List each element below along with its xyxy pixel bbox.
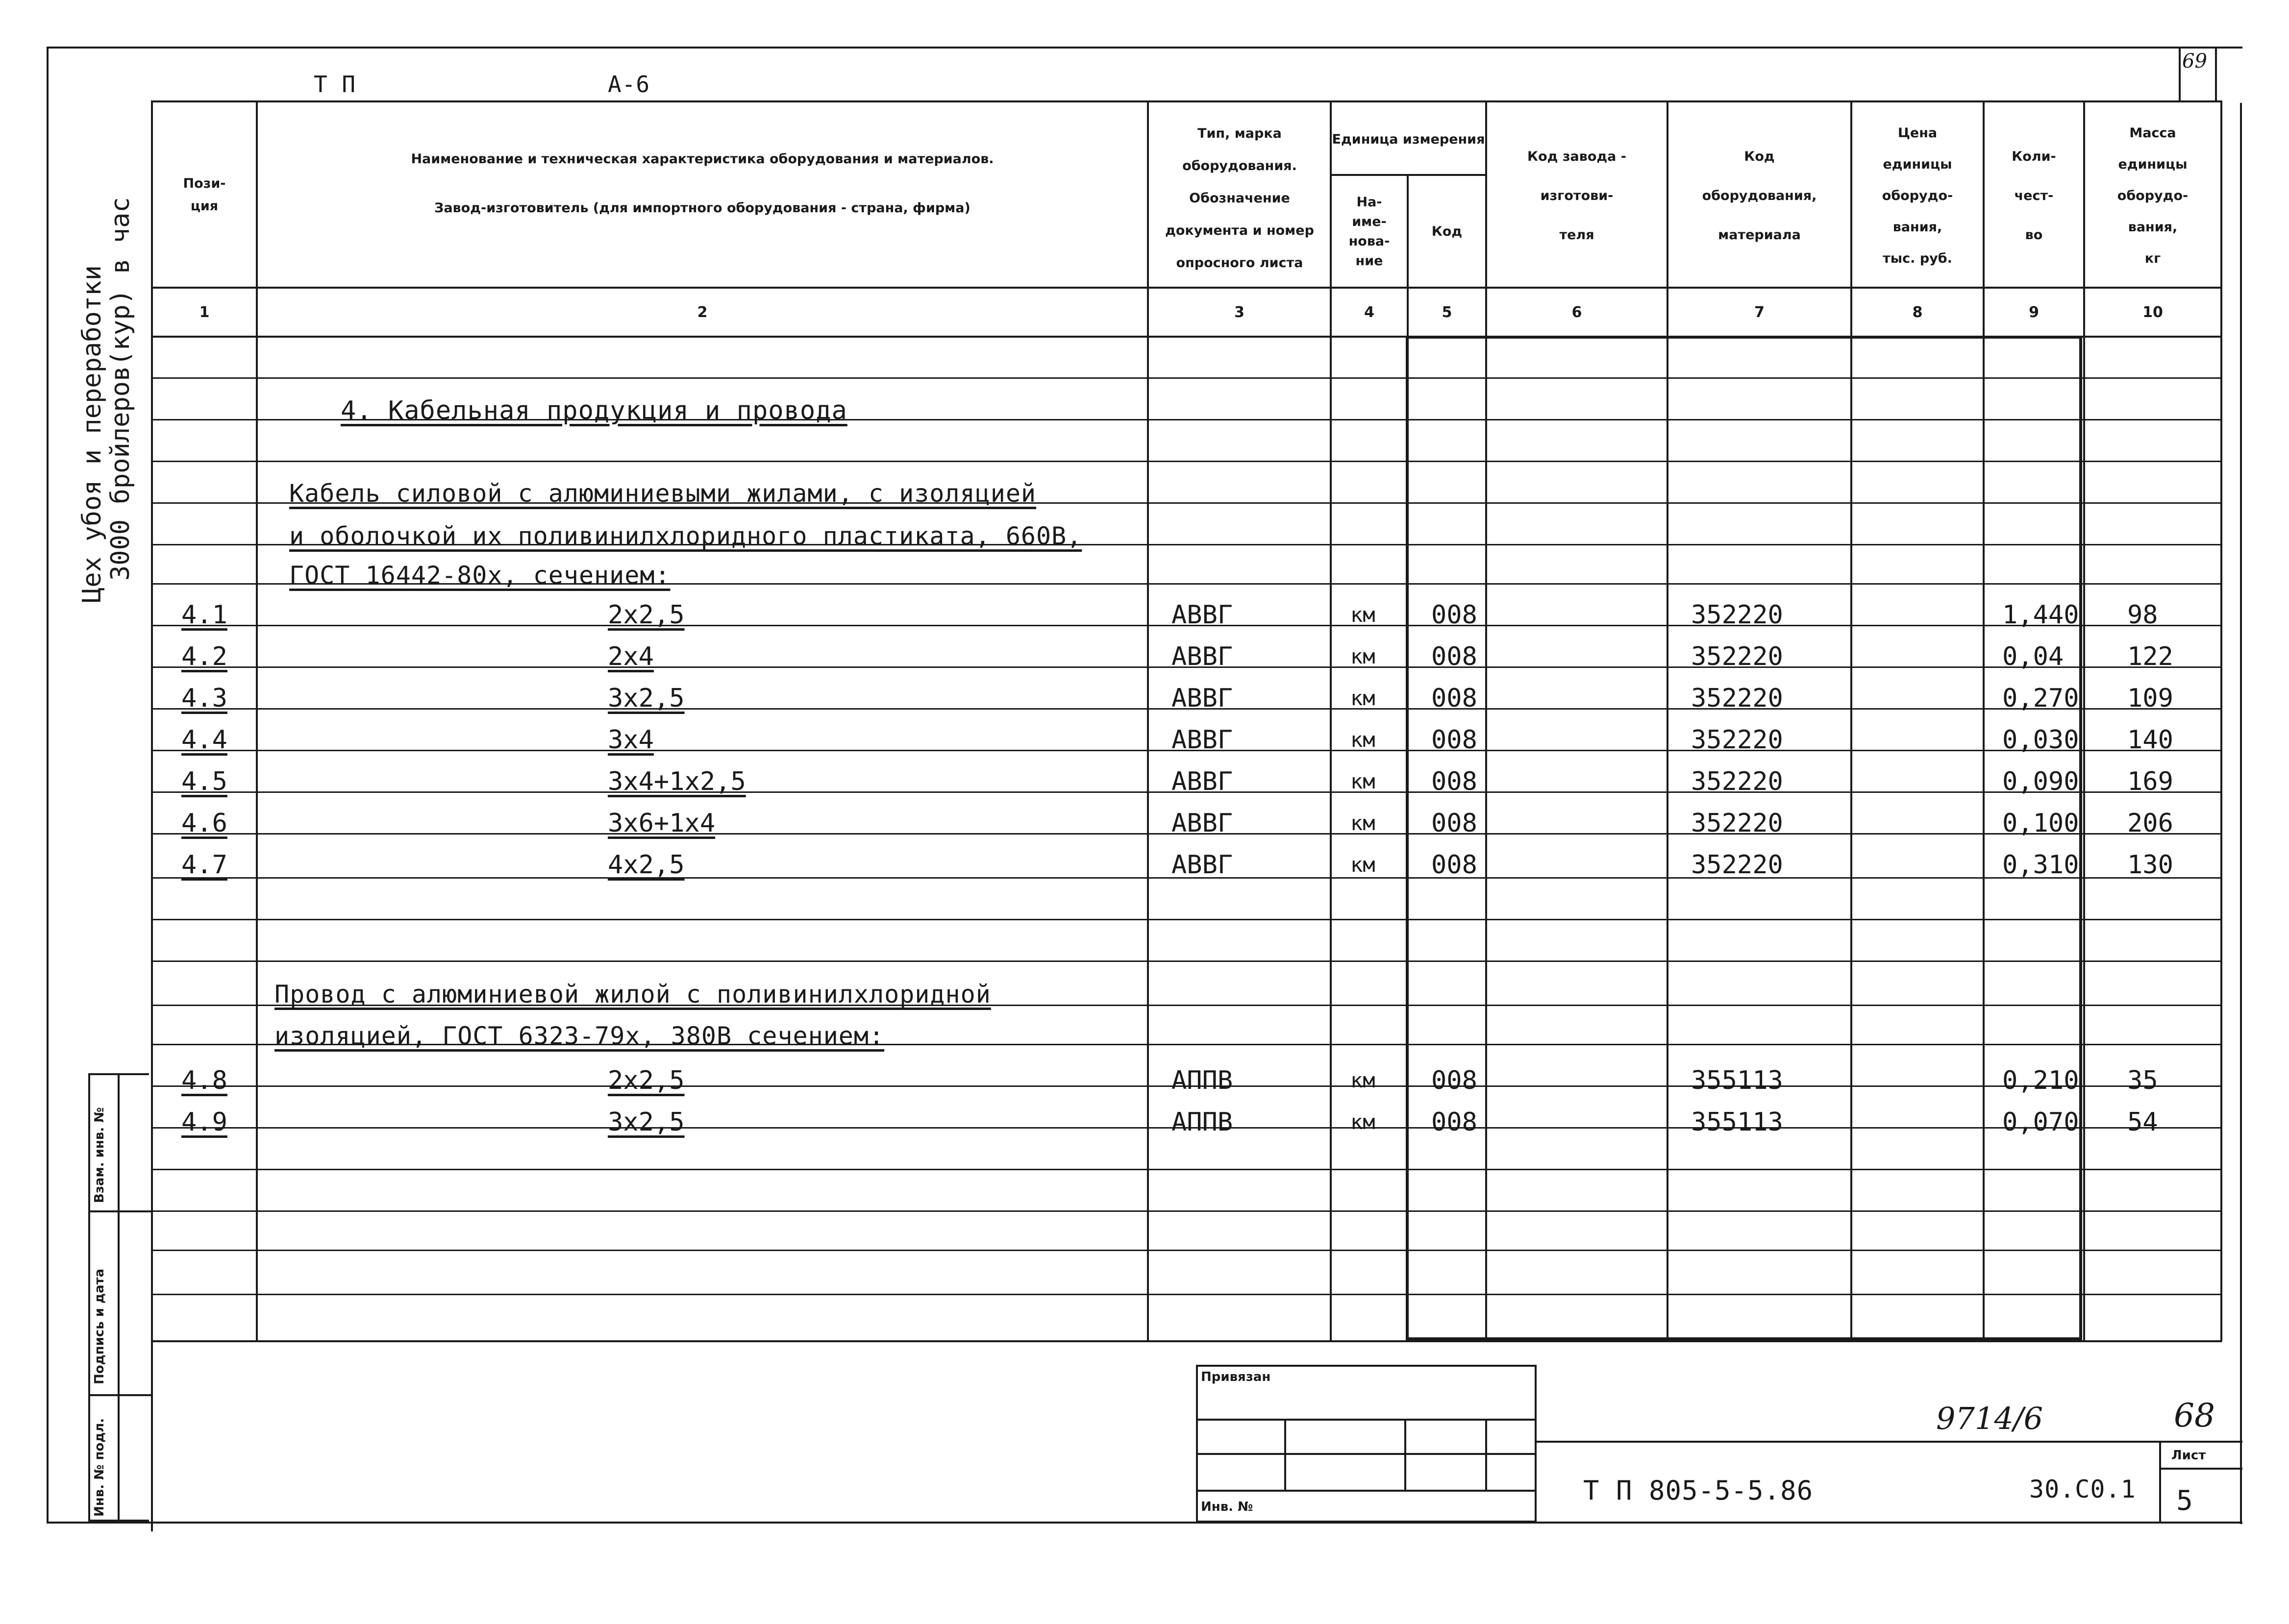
row-type: АВВГ <box>1171 850 1233 880</box>
row-section: 3х4 <box>608 725 654 755</box>
col-line <box>2083 100 2085 1341</box>
row-equip-code: 352220 <box>1691 600 1783 630</box>
row-unit: км <box>1350 603 1375 627</box>
side-title-line2: 3000 бройлеров(кур) в час <box>106 197 135 581</box>
row-type: АППВ <box>1171 1066 1233 1095</box>
header-equip-code: Код оборудования, материала <box>1702 149 1817 243</box>
row-equip-code: 355113 <box>1691 1066 1783 1095</box>
row-qty: 0,090 <box>2002 767 2079 796</box>
cable-desc-2: и оболочкой их поливинилхлоридного пластиката, 660В, <box>289 522 1082 550</box>
privyazan-col <box>1485 1419 1487 1490</box>
row-section: 3х6+1х4 <box>608 809 716 838</box>
row-type: АВВГ <box>1171 684 1233 713</box>
row-qty: 1,440 <box>2002 600 2079 630</box>
row-type: АВВГ <box>1171 767 1233 796</box>
handwritten-number: 9714/6 <box>1936 1401 2043 1436</box>
row-section: 2х2,5 <box>608 1066 685 1095</box>
row-code: 008 <box>1431 767 1477 796</box>
header-unit-name: На- име- нова- ние <box>1348 194 1390 269</box>
colnum-2: 2 <box>697 304 708 321</box>
stamp-divider <box>118 1073 120 1522</box>
row-pos: 4.1 <box>181 600 227 630</box>
row-section: 3х2,5 <box>608 684 685 713</box>
header-price: Цена единицы оборудо- вания, тыс. руб. <box>1882 125 1953 266</box>
header-bottom <box>151 287 2222 289</box>
row-pos: 4.2 <box>181 642 227 671</box>
header-name-line1: Наименование и техническая характеристика оборудования и материалов. <box>411 151 994 167</box>
row-qty: 0,270 <box>2002 684 2079 713</box>
row-code: 008 <box>1431 1107 1477 1137</box>
privyazan-line <box>1196 1490 1537 1492</box>
row-mass: 109 <box>2127 684 2173 713</box>
row-mass: 140 <box>2127 725 2173 755</box>
row-line <box>151 1169 2222 1170</box>
header-type: Тип, марка оборудования. Обозначение документа и номер опросного листа <box>1165 126 1314 271</box>
row-equip-code: 352220 <box>1691 767 1783 796</box>
row-equip-code: 352220 <box>1691 684 1783 713</box>
colnum-4: 4 <box>1364 304 1374 321</box>
row-type: АППВ <box>1171 1107 1233 1137</box>
header-name-line2: Завод-изготовитель (для импортного оборудования - страна, фирма) <box>434 200 970 216</box>
inv-no-label: Инв. № <box>1201 1500 1253 1514</box>
row-line <box>151 960 2222 962</box>
row-unit: км <box>1350 811 1375 835</box>
row-pos: 4.7 <box>181 850 227 880</box>
colnum-7: 7 <box>1754 304 1765 321</box>
table-bottom <box>151 1340 2222 1342</box>
header-pos: Пози- ция <box>183 175 226 214</box>
row-unit: км <box>1350 686 1375 710</box>
sheet-number: 5 <box>2176 1485 2193 1517</box>
row-equip-code: 355113 <box>1691 1107 1783 1137</box>
row-unit: км <box>1350 853 1375 877</box>
sheet-box-left <box>2159 1441 2161 1523</box>
row-pos: 4.5 <box>181 767 227 796</box>
privyazan-col <box>1404 1419 1406 1490</box>
row-pos: 4.9 <box>181 1107 227 1137</box>
colnum-10: 10 <box>2142 304 2163 321</box>
row-section: 3х2,5 <box>608 1107 685 1137</box>
row-line <box>151 1210 2222 1212</box>
row-code: 008 <box>1431 684 1477 713</box>
colnum-3: 3 <box>1234 304 1244 321</box>
row-type: АВВГ <box>1171 725 1233 755</box>
header-left: Т П <box>314 71 356 98</box>
row-section: 3х4+1х2,5 <box>608 767 746 796</box>
row-mass: 169 <box>2127 767 2173 796</box>
colnum-6: 6 <box>1571 304 1582 321</box>
cable-desc-3: ГОСТ 16442-80х, сечением: <box>289 561 671 590</box>
col-line <box>1147 100 1149 1341</box>
stamp-inv-podl: Инв. № подл. <box>92 1418 107 1517</box>
row-pos: 4.6 <box>181 809 227 838</box>
row-qty: 0,030 <box>2002 725 2079 755</box>
row-equip-code: 352220 <box>1691 642 1783 671</box>
title-block-top <box>1537 1441 2242 1443</box>
row-unit: км <box>1350 728 1375 752</box>
row-mass: 98 <box>2127 600 2158 630</box>
row-qty: 0,310 <box>2002 850 2079 880</box>
row-code: 008 <box>1431 1066 1477 1095</box>
col-line <box>256 100 258 1341</box>
row-qty: 0,100 <box>2002 809 2079 838</box>
row-code: 008 <box>1431 809 1477 838</box>
row-unit: км <box>1350 1068 1375 1092</box>
colnum-8: 8 <box>1912 304 1923 321</box>
frame-left <box>47 47 49 1522</box>
row-type: АВВГ <box>1171 642 1233 671</box>
row-pos: 4.3 <box>181 684 227 713</box>
cable-desc-1: Кабель силовой с алюминиевыми жилами, с изоляцией <box>289 479 1037 508</box>
side-title-line1: Цех убоя и переработки <box>77 265 107 603</box>
row-section: 4х2,5 <box>608 850 685 880</box>
colnum-1: 1 <box>199 304 210 321</box>
row-line <box>151 919 2222 920</box>
col-line <box>2220 100 2222 1341</box>
row-mass: 206 <box>2127 809 2173 838</box>
row-mass: 35 <box>2127 1066 2158 1095</box>
sheet-code: 30.С0.1 <box>2029 1475 2136 1503</box>
row-pos: 4.8 <box>181 1066 227 1095</box>
row-qty: 0,04 <box>2002 642 2064 671</box>
frame-top <box>47 47 2242 49</box>
stamp-divider <box>88 1394 151 1396</box>
row-line <box>151 461 2222 462</box>
doc-code: Т П 805-5-5.86 <box>1583 1475 1814 1506</box>
row-section: 2х2,5 <box>608 600 685 630</box>
header-mass: Масса единицы оборудо- вания, кг <box>2117 125 2189 266</box>
frame-right <box>2240 103 2242 1524</box>
stamp-divider <box>88 1210 151 1212</box>
section-title: 4. Кабельная продукция и провода <box>341 396 847 425</box>
row-mass: 130 <box>2127 850 2173 880</box>
colnum-5: 5 <box>1442 304 1452 321</box>
header-unit-group: Единица измерения <box>1332 132 1485 147</box>
header-maker-code: Код завода - изготови- теля <box>1527 149 1626 243</box>
stamp-vzam: Взам. инв. № <box>92 1107 107 1203</box>
row-equip-code: 352220 <box>1691 850 1783 880</box>
row-unit: км <box>1350 769 1375 793</box>
row-code: 008 <box>1431 725 1477 755</box>
row-line <box>151 377 2222 379</box>
colnum-9: 9 <box>2029 304 2039 321</box>
stamp-podpis: Подпись и дата <box>92 1268 107 1384</box>
wire-desc-2: изоляцией, ГОСТ 6323-79х, 380В сечением: <box>274 1022 885 1050</box>
sheet-label: Лист <box>2171 1448 2206 1463</box>
row-code: 008 <box>1431 850 1477 880</box>
row-line <box>151 1250 2222 1251</box>
row-qty: 0,070 <box>2002 1107 2079 1137</box>
row-pos: 4.4 <box>181 725 227 755</box>
row-code: 008 <box>1431 600 1477 630</box>
row-type: АВВГ <box>1171 600 1233 630</box>
table-top <box>151 100 2222 102</box>
row-mass: 54 <box>2127 1107 2158 1137</box>
row-type: АВВГ <box>1171 809 1233 838</box>
row-equip-code: 352220 <box>1691 725 1783 755</box>
header-mid: А-6 <box>608 71 650 98</box>
header-unit-code: Код <box>1431 223 1463 239</box>
row-qty: 0,210 <box>2002 1066 2079 1095</box>
row-unit: км <box>1350 1110 1375 1134</box>
page-mark-top: 69 <box>2182 50 2207 73</box>
privyazan-col <box>1284 1419 1286 1490</box>
header-qty: Коли- чест- во <box>2012 149 2056 243</box>
row-code: 008 <box>1431 642 1477 671</box>
row-unit: км <box>1350 644 1375 668</box>
sheet-box-split <box>2159 1468 2242 1470</box>
wire-desc-1: Провод с алюминиевой жилой с поливинилхлоридной <box>274 980 991 1009</box>
row-mass: 122 <box>2127 642 2173 671</box>
footer-bottom <box>47 1522 2242 1524</box>
row-section: 2х4 <box>608 642 654 671</box>
handwritten-page: 68 <box>2174 1397 2215 1434</box>
privyazan-label: Привязан <box>1201 1370 1271 1384</box>
row-equip-code: 352220 <box>1691 809 1783 838</box>
row-line <box>151 1294 2222 1295</box>
